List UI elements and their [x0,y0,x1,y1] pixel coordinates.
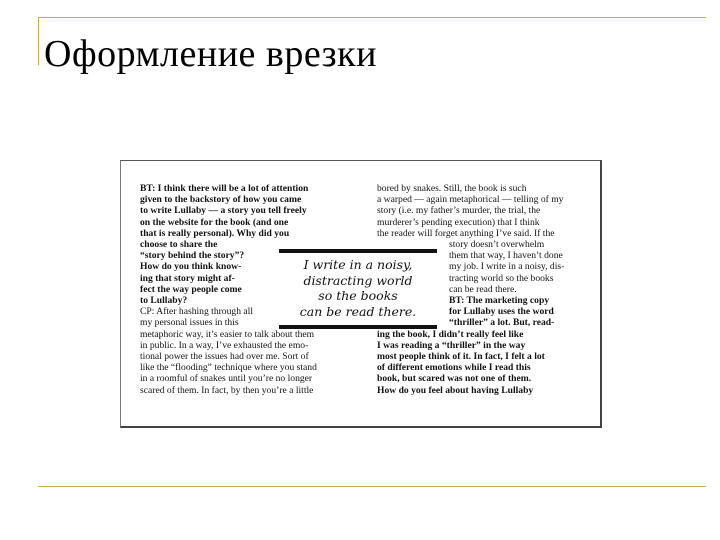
text-line: the reader will forget anything I’ve said. If the [377,227,555,239]
text-line: like the “flooding” technique where you stand [140,362,317,374]
pull-quote-bottom-bar [279,325,437,329]
text-line: ing the book, I didn’t really feel like [377,328,524,340]
text-line: of different emotions while I read this [377,362,531,374]
text-line: that is really personal). Why did you [140,227,290,239]
text-line: a warped — again metaphorical — telling of my [377,194,564,206]
text-line: in a roomful of snakes until you’re no longer [140,373,313,385]
text-line: given to the backstory of how you came [140,194,302,206]
text-line: “story behind the story”? [140,250,245,262]
text-line: I was reading a “thriller” in the way [377,339,526,351]
text-line: BT: I think there will be a lot of attention [140,183,309,194]
left-rule [38,17,39,65]
text-line: How do you think know- [140,261,242,273]
pull-quote-line: so the books [318,288,398,303]
pull-quote [279,249,437,329]
text-line: ing that story might af- [140,272,235,284]
text-line: in public. In a way, I’ve exhausted the emo- [140,339,309,351]
text-line: can be read there. [449,283,517,295]
article-figure [120,160,602,428]
text-line: metaphoric way, it’s easier to talk about them [140,328,315,340]
text-line: story doesn’t overwhelm [449,239,545,251]
text-line: story (i.e. my father’s murder, the trial, the [377,205,541,217]
pull-quote-line: I write in a noisy, [303,257,413,272]
text-line: to write Lullaby — a story you tell freely [140,205,307,217]
text-line: bored by snakes. Still, the book is such [377,183,527,194]
text-line: scared of them. In fact, by then you’re a little [140,384,314,396]
bottom-rule [38,486,706,487]
text-line: on the website for the book (and one [140,216,289,228]
pull-quote-line: can be read there. [299,303,417,319]
text-line: fect the way people come [140,283,242,295]
pull-quote-top-bar [279,249,437,253]
text-line: CP: After hashing through all [140,306,253,318]
text-line: most people think of it. In fact, I felt a lot [377,351,545,363]
text-line: to Lullaby? [140,295,188,307]
text-line: book, but scared was not one of them. [377,373,532,385]
slide-title: Оформление врезки [44,33,377,75]
text-line: tracting world so the books [449,272,554,284]
text-line: choose to share the [140,239,218,251]
text-line: my job. I write in a noisy, dis- [449,261,565,273]
text-line: tional power the issues had over me. Sort of [140,351,309,363]
pull-quote-line: distracting world [303,272,413,288]
text-line: murderer’s pending execution) that I think [377,216,540,228]
text-line: “thriller” a lot. But, read- [449,317,555,329]
top-rule [38,17,706,18]
text-line: How do you feel about having Lullaby [377,384,534,396]
pull-quote-text [279,257,437,319]
text-line: BT: The marketing copy [449,295,550,307]
text-line: for Lullaby uses the word [449,306,554,318]
text-line: them that way, I haven’t done [449,250,563,262]
text-line: my personal issues in this [140,317,239,329]
